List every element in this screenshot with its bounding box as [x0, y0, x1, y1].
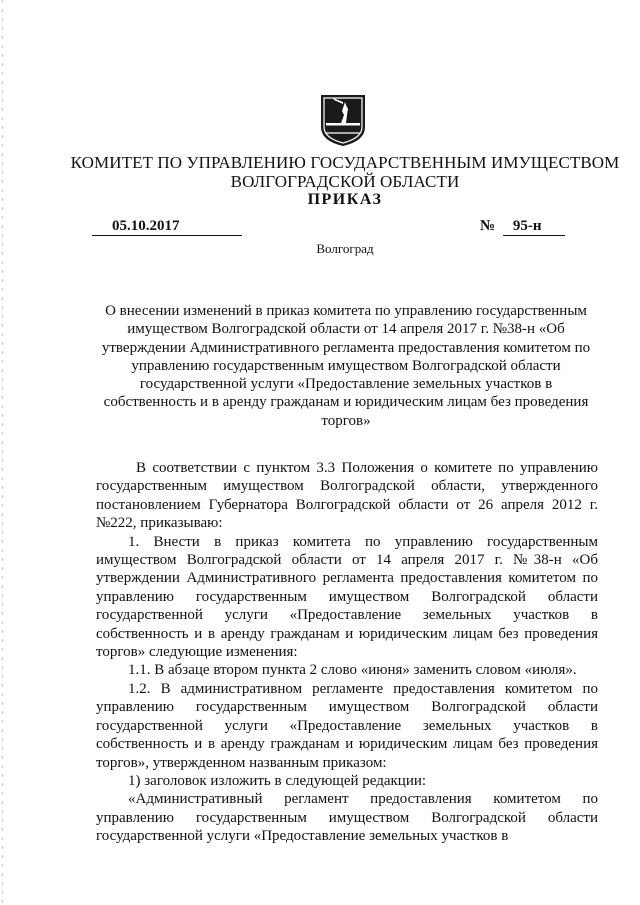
document-number — [480, 217, 565, 236]
document-type: ПРИКАЗ — [307, 191, 383, 208]
number-prefix: № — [480, 218, 496, 234]
paragraph-new-title: «Административный регламент предоставления комитетом по управлению государственным имуществом Волгоградской области государственной услуги «Предоставление земельных участков в — [96, 791, 598, 845]
paragraph-preamble: В соответствии с пунктом 3.3 Положения о комитете по управлению государственным имуществом Волгоградской области, утвержденного постановлением Губернатора Волгоградской области от 26 апреля 2012 г. №222, приказываю: — [96, 460, 598, 532]
scan-edge — [2, 0, 3, 905]
document-date: 05.10.2017 — [92, 217, 242, 236]
paragraph-item-1: 1. Внести в приказ комитета по управлению государственным имуществом Волгоградской области от 14 апреля 2017 г. №38-н «Об утверждении Административного регламента предоставления комитетом по управлению государственным имуществом Волгоградской области государственной услуги «Предоставление земельных участков в собственность и в аренду гражданам и юридическим лицам без проведения торгов» следующие изменения: — [96, 533, 598, 661]
coat-of-arms-icon — [318, 93, 368, 147]
document-body — [96, 459, 598, 846]
paragraph-item-1-1: 1.1. В абзаце втором пункта 2 слово «июня» заменить словом «июля». — [128, 662, 577, 679]
number-value: 95-н — [503, 217, 565, 236]
paragraph-item-1-2: 1.2. В административном регламенте предоставления комитетом по управлению государственным имуществом Волгоградской области государственной услуги «Предоставление земельных участков в собственность и в аренду гражданам и юридическим лицам без проведения торгов», утвержденном названным приказом: — [96, 680, 598, 771]
org-name-line2: ВОЛГОГРАДСКОЙ ОБЛАСТИ — [230, 172, 460, 191]
org-name-line1: КОМИТЕТ ПО УПРАВЛЕНИЮ ГОСУДАРСТВЕННЫМ ИМУЩЕСТВОМ — [70, 153, 620, 172]
document-subject: О внесении изменений в приказ комитета по управлению государственным имуществом Волгоградской области от 14 апреля 2017 г. №38-н «Об утверждении Административного регламента предоставления комитетом по управлению государственным имуществом Волгоградской области государственной услуги «Предоставление земельных участков в собственность и в аренду гражданам и юридическим лицам без проведения торгов» — [101, 303, 591, 429]
city: Волгоград — [316, 241, 374, 256]
paragraph-sub-1: 1) заголовок изложить в следующей редакции: — [128, 772, 427, 789]
